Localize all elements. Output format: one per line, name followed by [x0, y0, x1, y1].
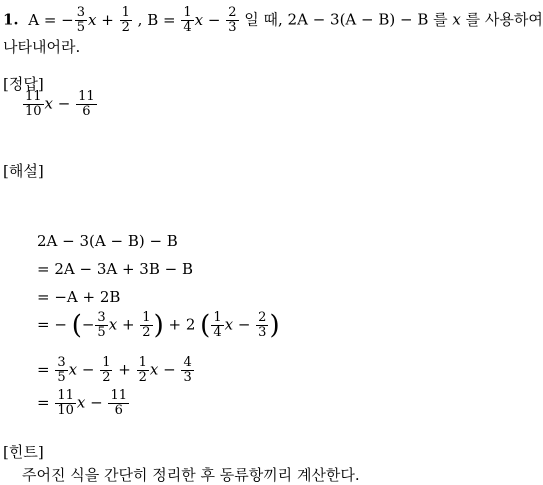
numerator: 1: [121, 5, 130, 20]
fraction: [55, 389, 76, 418]
explanation-line-6: [37, 389, 130, 418]
comma: ,: [132, 10, 143, 29]
numerator: 4: [183, 355, 192, 370]
numerator: 2: [258, 310, 267, 325]
fraction: [75, 6, 87, 35]
paren-close: ): [269, 310, 280, 341]
op: −: [53, 94, 76, 113]
numerator: 2: [228, 5, 237, 20]
denominator: 3: [228, 20, 237, 35]
eq-prefix: =: [37, 393, 55, 412]
numerator: 3: [97, 310, 106, 325]
denominator: 5: [76, 20, 86, 35]
numerator: 3: [76, 5, 86, 20]
numerator: 11: [25, 89, 42, 104]
expr-a: [23, 5, 132, 35]
denominator: 10: [57, 403, 74, 418]
fraction: [181, 6, 193, 35]
fraction: [95, 311, 107, 340]
numerator: 11: [110, 388, 128, 403]
fraction: [226, 6, 238, 35]
op: −: [77, 360, 100, 379]
numerator: 1: [183, 5, 192, 20]
explanation-line-3: = −A + 2B: [37, 288, 121, 306]
paren-open: (: [71, 310, 82, 341]
denominator: 2: [121, 20, 130, 35]
var-x: x: [108, 315, 118, 334]
op: −: [81, 315, 95, 334]
b-label: B =: [147, 10, 181, 29]
op: −: [158, 360, 181, 379]
eq-prefix: =: [37, 360, 55, 379]
denominator: 2: [138, 370, 147, 385]
numerator: 3: [57, 355, 66, 370]
op: +: [113, 360, 136, 379]
fraction: [140, 311, 152, 340]
explanation-line-5: [37, 356, 195, 385]
answer-label: [정답]: [3, 75, 44, 93]
fraction: [55, 356, 67, 385]
numerator: 1: [138, 355, 147, 370]
denominator: 6: [82, 104, 91, 119]
problem-line-1: [3, 6, 543, 35]
denominator: 4: [213, 325, 222, 340]
explanation-line-1: 2A − 3(A − B) − B: [37, 232, 178, 250]
numerator: 1: [142, 310, 151, 325]
op: + 2: [163, 315, 196, 334]
a-label: A = −: [28, 10, 74, 29]
var-x: x: [68, 360, 78, 379]
var-x: x: [149, 360, 159, 379]
denominator: 2: [142, 325, 151, 340]
condition-text: 일 때, 2A − 3(A − B) − B 를: [239, 10, 453, 29]
numerator: 1: [213, 310, 222, 325]
denominator: 5: [97, 325, 106, 340]
fraction: [181, 356, 193, 385]
denominator: 3: [183, 370, 192, 385]
numerator: 11: [78, 89, 95, 104]
fraction: [120, 6, 132, 35]
paren-open: (: [200, 310, 211, 341]
op: −: [203, 10, 226, 29]
answer-expr: [22, 90, 98, 119]
fraction: [211, 311, 223, 340]
var-x: x: [44, 94, 54, 113]
var-x: x: [88, 10, 97, 29]
explanation-label: [해설]: [3, 162, 44, 180]
numerator: 11: [57, 388, 74, 403]
hint-label: [힌트]: [3, 443, 44, 461]
op: −: [85, 393, 108, 412]
problem-number: 1.: [3, 10, 19, 29]
fraction: [100, 356, 112, 385]
var-x: x: [452, 10, 461, 29]
denominator: 5: [57, 370, 66, 385]
var-x: x: [76, 393, 86, 412]
op: −: [233, 315, 256, 334]
tail-text: 를 사용하여: [460, 10, 543, 29]
op: +: [117, 315, 140, 334]
fraction: [23, 90, 44, 119]
denominator: 3: [258, 325, 267, 340]
fraction: [108, 389, 129, 418]
explanation-line-4: [37, 311, 280, 340]
problem-line-2: 나타내어라.: [3, 38, 81, 56]
hint-text: 주어진 식을 간단히 정리한 후 동류항끼리 계산한다.: [22, 466, 360, 484]
fraction: [76, 90, 97, 119]
denominator: 10: [25, 104, 42, 119]
var-x: x: [194, 10, 204, 29]
var-x: x: [224, 315, 234, 334]
numerator: 1: [102, 355, 111, 370]
denominator: 6: [114, 403, 123, 418]
expr-b: [147, 5, 239, 35]
paren-close: ): [153, 310, 164, 341]
fraction: [137, 356, 149, 385]
denominator: 2: [102, 370, 111, 385]
eq-prefix: = −: [37, 315, 67, 334]
denominator: 4: [183, 20, 192, 35]
fraction: [256, 311, 268, 340]
explanation-line-2: = 2A − 3A + 3B − B: [37, 260, 193, 278]
op: +: [96, 10, 119, 29]
